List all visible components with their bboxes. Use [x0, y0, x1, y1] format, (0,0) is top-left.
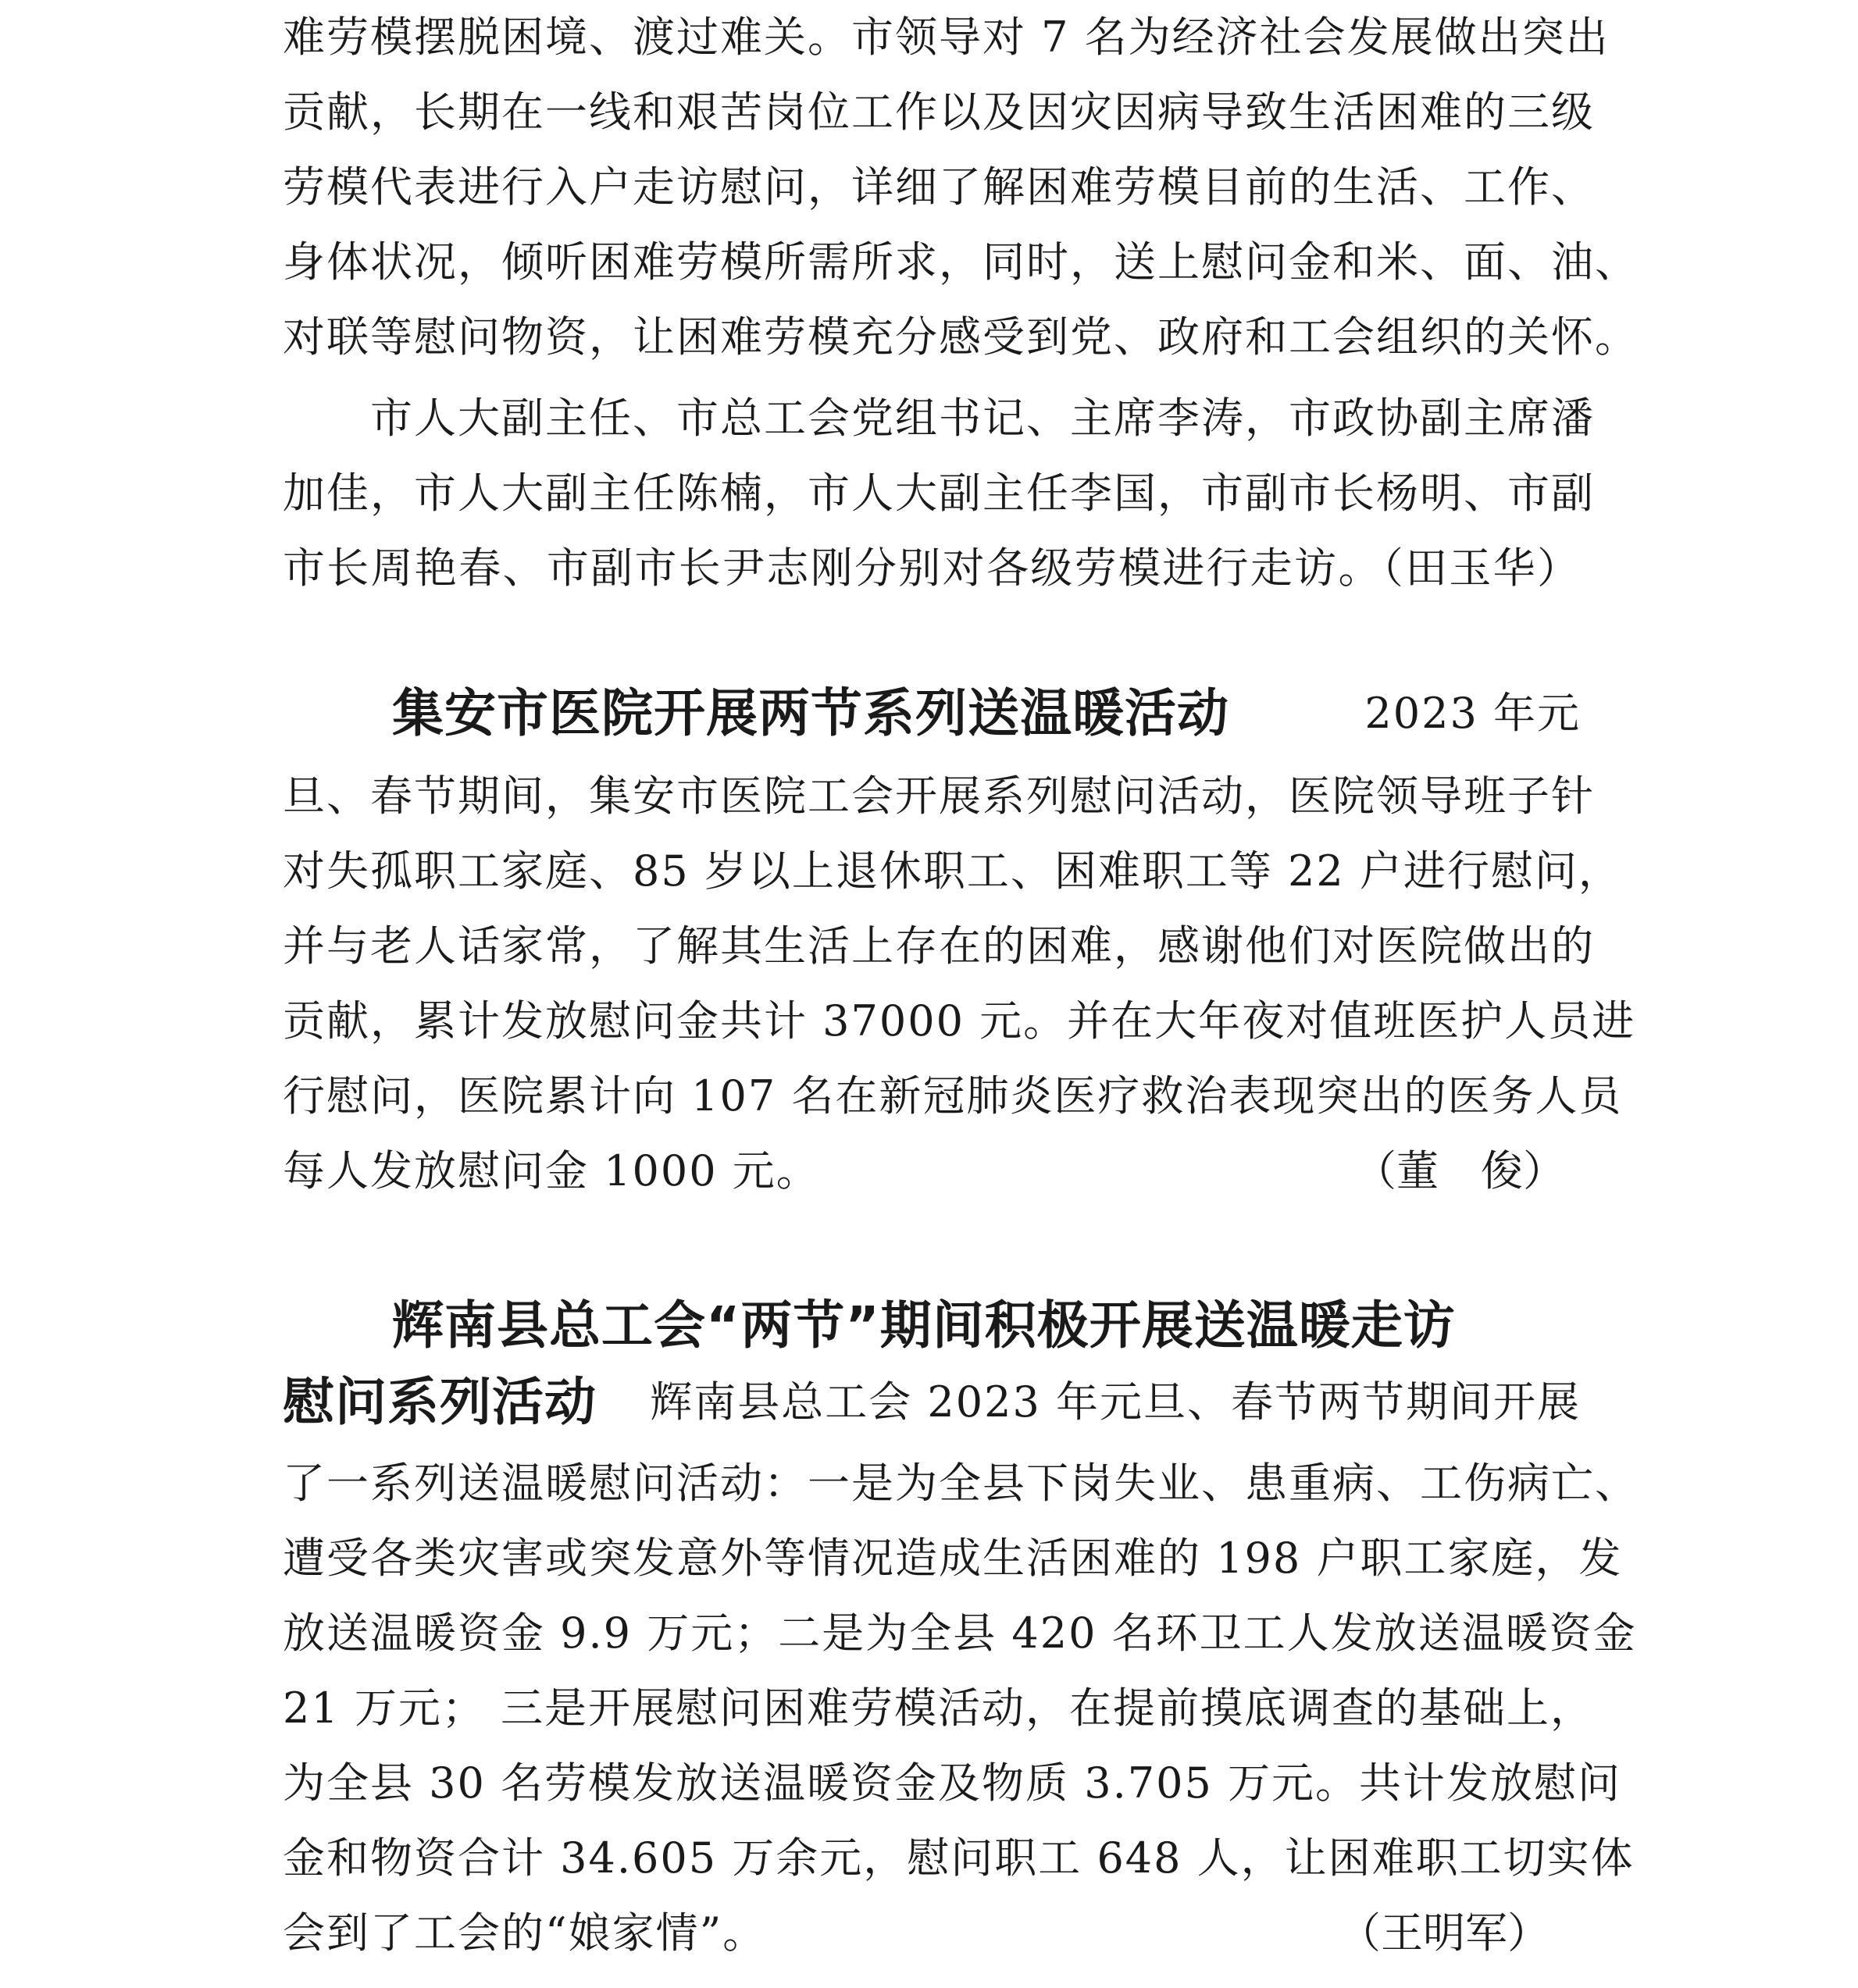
article-title: 集安市医院开展两节系列送温暖活动: [392, 683, 1229, 743]
article-heading-line: [283, 1365, 1581, 1440]
paragraph-line: 市长周艳春、市副市长尹志刚分别对各级劳模进行走访。（田玉华）: [283, 543, 1581, 593]
paragraph-line: 贡献，长期在一线和艰苦岗位工作以及因灾因病导致生活困难的三级: [283, 87, 1595, 137]
paragraph-line: 每人发放慰问金 1000 元。: [283, 1146, 820, 1195]
paragraph-line: 对失孤职工家庭、85 岁以上退休职工、困难职工等 22 户进行慰问，: [283, 846, 1622, 896]
paragraph-line: 对联等慰问物资，让困难劳模充分感受到党、政府和工会组织的关怀。: [283, 312, 1639, 362]
author-byline: （王明军）: [1339, 1908, 1550, 1958]
paragraph-line: 身体状况，倾听困难劳模所需所求，同时，送上慰问金和米、面、油、: [283, 237, 1639, 287]
paragraph-line: 金和物资合计 34.605 万余元，慰问职工 648 人，让困难职工切实体: [283, 1833, 1635, 1883]
paragraph-start: 辉南县总工会 2023 年元旦、春节两节期间开展: [650, 1377, 1581, 1427]
article-title: 辉南县总工会“两节”期间积极开展送温暖走访: [392, 1295, 1456, 1356]
paragraph-start: 2023 年元: [1364, 689, 1581, 738]
paragraph-line: 遭受各类灾害或突发意外等情况造成生活困难的 198 户职工家庭，发: [283, 1534, 1623, 1583]
article-heading-line: [283, 676, 1581, 751]
paragraph-line: 贡献，累计发放慰问金共计 37000 元。并在大年夜对值班医护人员进: [283, 996, 1636, 1046]
paragraph-line: 劳模代表进行入户走访慰问，详细了解困难劳模目前的生活、工作、: [283, 162, 1595, 212]
paragraph-line: 放送温暖资金 9.9 万元；二是为全县 420 名环卫工人发放送温暖资金: [283, 1609, 1637, 1658]
paragraph-line: 了一系列送温暖慰问活动：一是为全县下岗失业、患重病、工伤病亡、: [283, 1459, 1639, 1508]
author-byline: （董 俊）: [1354, 1146, 1565, 1195]
paragraph-line: 市人大副主任、市总工会党组书记、主席李涛，市政协副主席潘: [370, 394, 1595, 443]
paragraph-line: 并与老人话家常，了解其生活上存在的困难，感谢他们对医院做出的: [283, 921, 1595, 971]
paragraph-line: 为全县 30 名劳模发放送温暖资金及物质 3.705 万元。共计发放慰问: [283, 1758, 1621, 1808]
paragraph-line: 21 万元； 三是开展慰问困难劳模活动，在提前摸底调查的基础上，: [283, 1683, 1595, 1733]
article-title-continued: 慰问系列活动: [283, 1372, 597, 1432]
paragraph-line: 行慰问，医院累计向 107 名在新冠肺炎医疗救治表现突出的医务人员: [283, 1071, 1623, 1120]
paragraph-line: 会到了工会的“娘家情”。: [283, 1908, 767, 1958]
paragraph-line: 旦、春节期间，集安市医院工会开展系列慰问活动，医院领导班子针: [283, 771, 1595, 821]
paragraph-line: 难劳模摆脱困境、渡过难关。市领导对 7 名为经济社会发展做出突出: [283, 12, 1610, 62]
paragraph-line: 加佳，市人大副主任陈楠，市人大副主任李国，市副市长杨明、市副: [283, 468, 1595, 518]
article-heading-line: [283, 1288, 1581, 1363]
